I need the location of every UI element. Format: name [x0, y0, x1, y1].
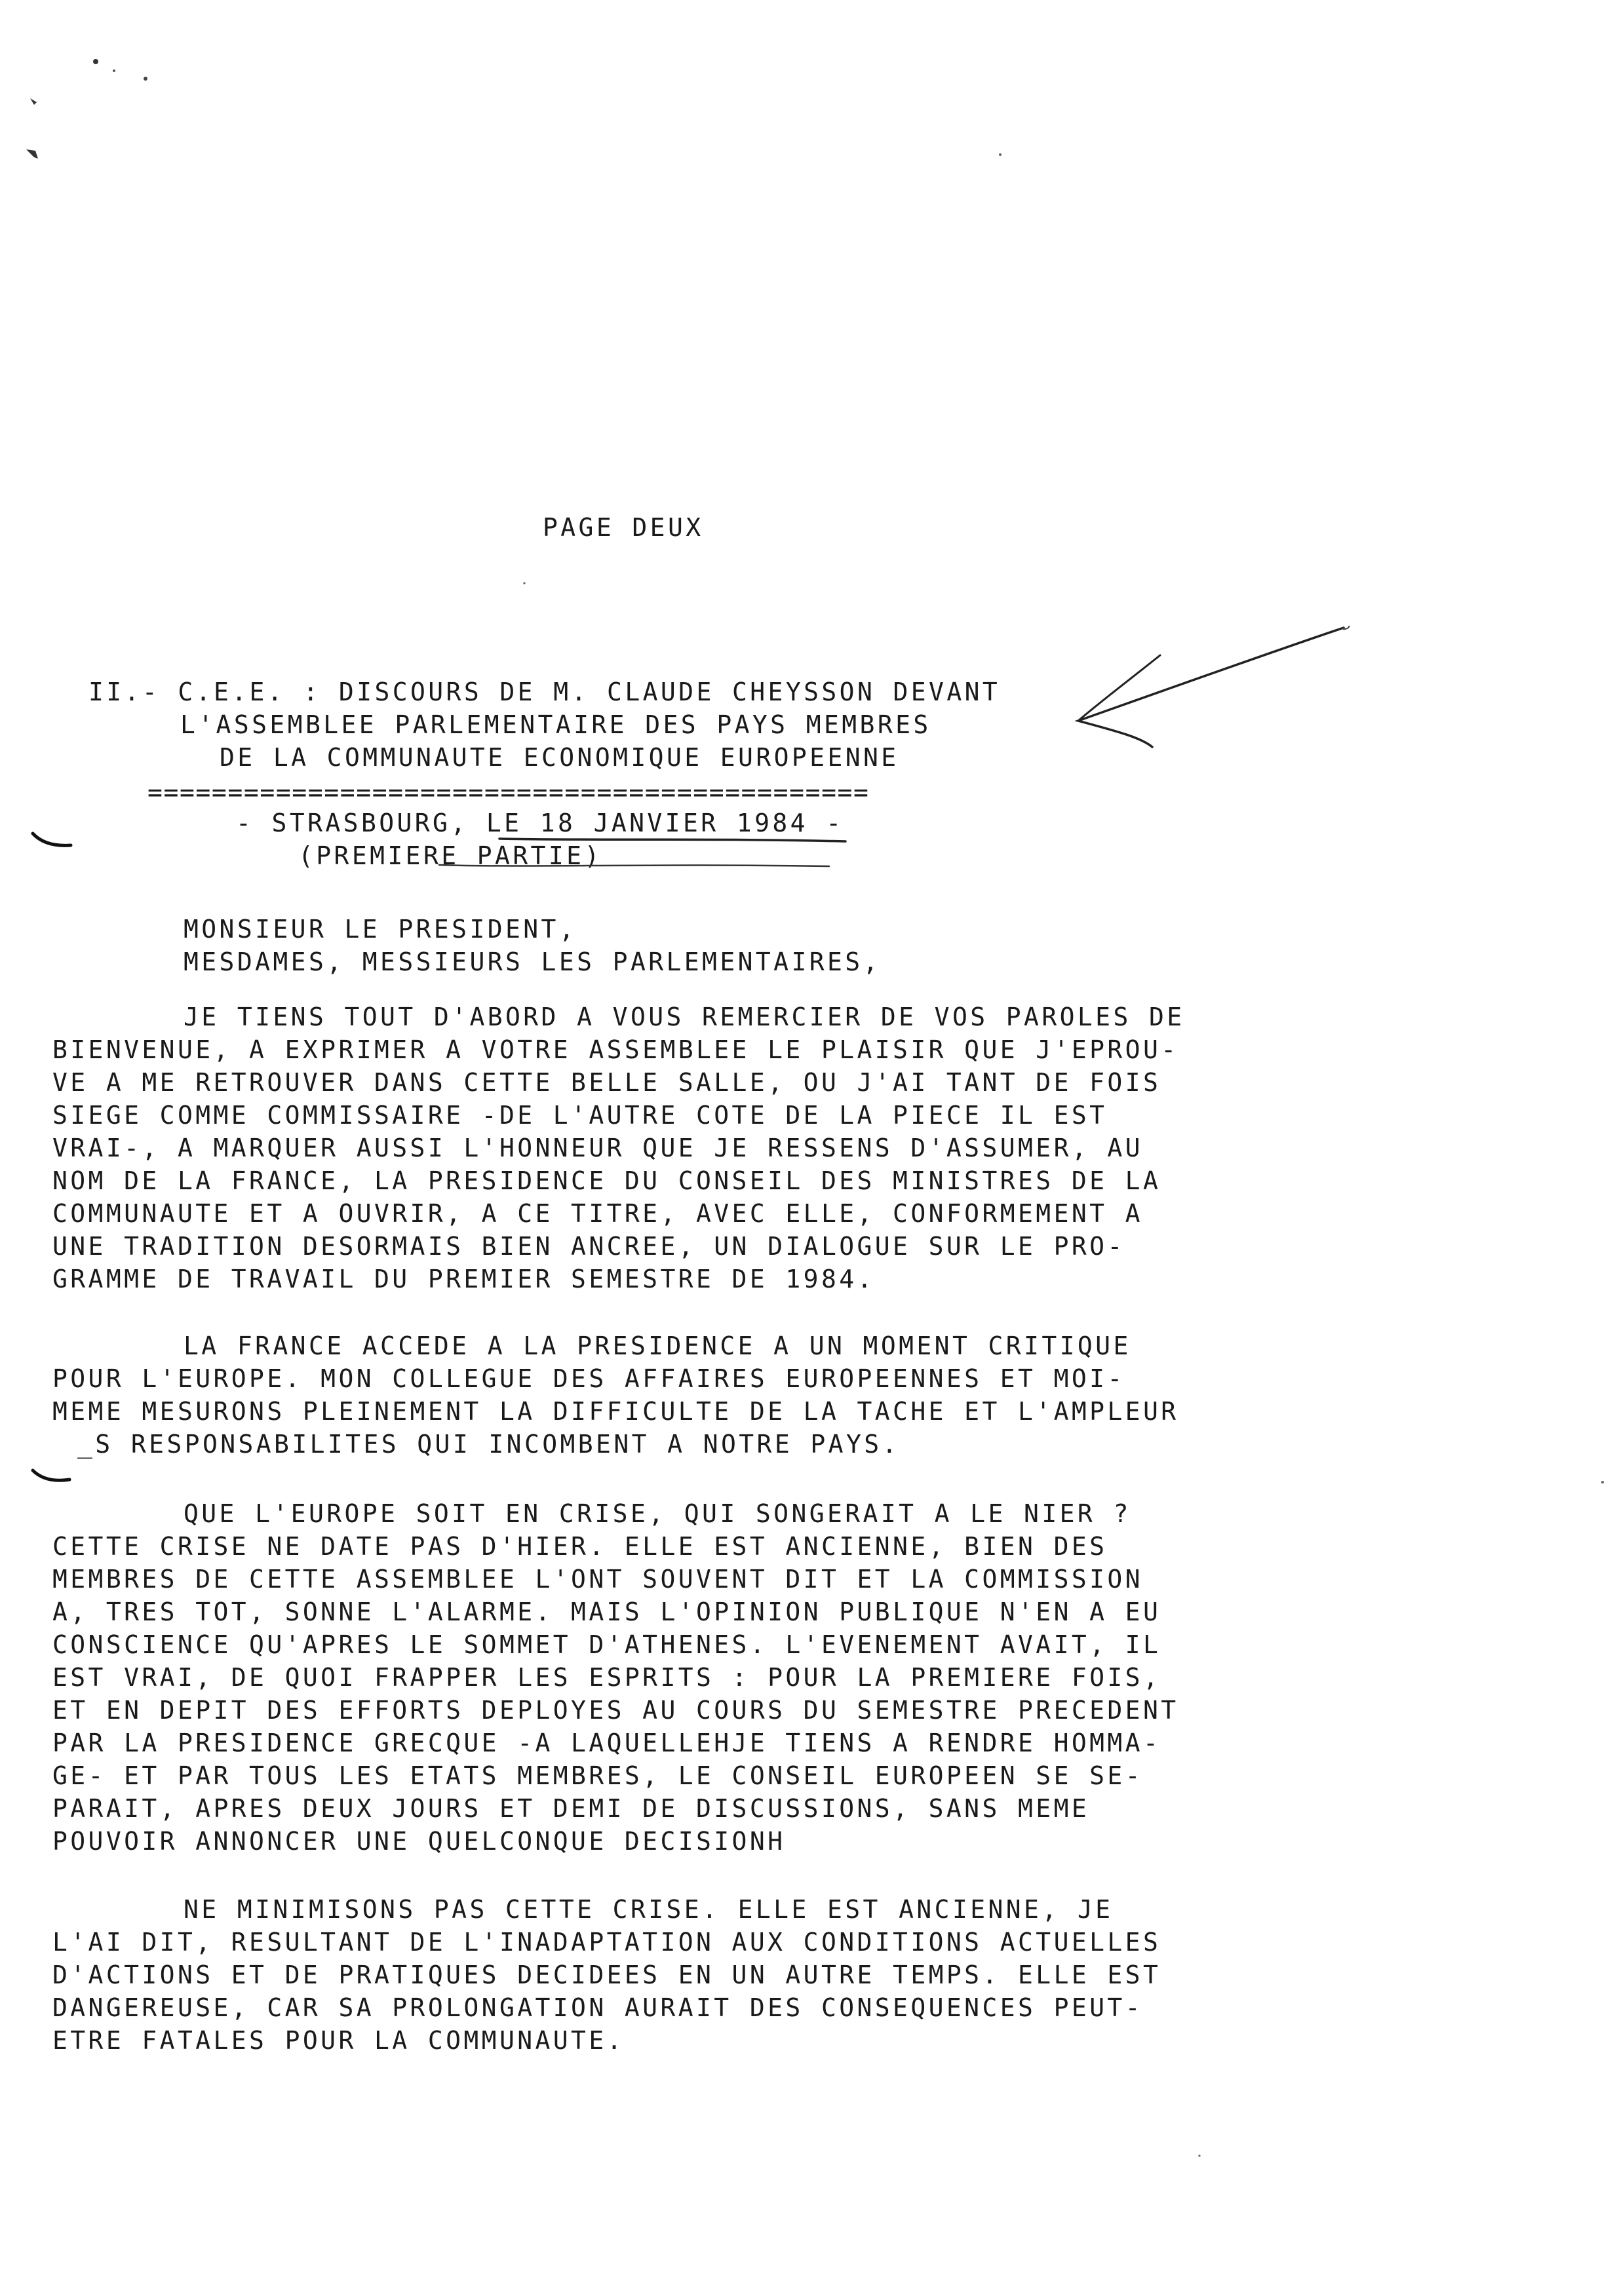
p2-line-1: LA FRANCE ACCEDE A LA PRESIDENCE A UN MOMENT CRITIQUE [184, 1331, 1131, 1360]
p3-line-7: ET EN DEPIT DES EFFORTS DEPLOYES AU COURS DU SEMESTRE PRECEDENT [52, 1696, 1179, 1725]
place-prefix: - STRASBOURG, [236, 809, 486, 837]
heading-line-3: DE LA COMMUNAUTE ECONOMIQUE EUROPEENNE [220, 743, 899, 772]
heading-line-2: L'ASSEMBLEE PARLEMENTAIRE DES PAYS MEMBRES [180, 710, 931, 739]
p2-line-3: MEME MESURONS PLEINEMENT LA DIFFICULTE DE LA TACHE ET L'AMPLEUR [52, 1397, 1179, 1426]
p4-line-2: L'AI DIT, RESULTANT DE L'INADAPTATION AUX CONDITIONS ACTUELLES [52, 1928, 1161, 1957]
p1-line-2: BIENVENUE, A EXPRIMER A VOTRE ASSEMBLEE LE PLAISIR QUE J'EPROU- [52, 1035, 1179, 1064]
p4-line-3: D'ACTIONS ET DE PRATIQUES DECIDEES EN UN AUTRE TEMPS. ELLE EST [52, 1961, 1161, 1989]
p4-line-5: ETRE FATALES POUR LA COMMUNAUTE. [52, 2026, 625, 2055]
p2-line-2: POUR L'EUROPE. MON COLLEGUE DES AFFAIRES EUROPEENNES ET MOI- [52, 1364, 1125, 1393]
heading-place-date [236, 807, 844, 839]
salutation-line-2: MESDAMES, MESSIEURS LES PARLEMENTAIRES, [184, 947, 881, 976]
heading-line-1: II.- C.E.E. : DISCOURS DE M. CLAUDE CHEYSSON DEVANT [88, 678, 1001, 706]
p1-line-9: GRAMME DE TRAVAIL DU PREMIER SEMESTRE DE 1984. [52, 1265, 875, 1293]
p3-line-1: QUE L'EUROPE SOIT EN CRISE, QUI SONGERAIT A LE NIER ? [184, 1499, 1131, 1528]
p2-line-4: _S RESPONSABILITES QUI INCOMBENT A NOTRE PAYS. [77, 1430, 900, 1459]
p1-line-1: JE TIENS TOUT D'ABORD A VOUS REMERCIER DE VOS PAROLES DE [184, 1003, 1185, 1031]
p3-line-11: POUVOIR ANNONCER UNE QUELCONQUE DECISIONH [52, 1827, 786, 1856]
p3-line-4: A, TRES TOT, SONNE L'ALARME. MAIS L'OPINION PUBLIQUE N'EN A EU [52, 1598, 1161, 1626]
heading-part: (PREMIERE PARTIE) [298, 841, 602, 870]
p1-line-5: VRAI-, A MARQUER AUSSI L'HONNEUR QUE JE RESSENS D'ASSUMER, AU [52, 1134, 1143, 1162]
p1-line-3: VE A ME RETROUVER DANS CETTE BELLE SALLE, OU J'AI TANT DE FOIS [52, 1068, 1161, 1097]
margin-bracket-mark-1 [33, 833, 71, 845]
page-label: PAGE DEUX [543, 513, 704, 542]
p3-line-5: CONSCIENCE QU'APRES LE SOMMET D'ATHENES. L'EVENEMENT AVAIT, IL [52, 1630, 1161, 1659]
p3-line-2: CETTE CRISE NE DATE PAS D'HIER. ELLE EST ANCIENNE, BIEN DES [52, 1532, 1108, 1561]
hand-drawn-arrow-icon [1078, 628, 1344, 747]
place-date: LE 18 JANVIER 1984 [486, 809, 808, 837]
p3-line-10: PARAIT, APRES DEUX JOURS ET DEMI DE DISCUSSIONS, SANS MEME [52, 1794, 1090, 1823]
p3-line-3: MEMBRES DE CETTE ASSEMBLEE L'ONT SOUVENT DIT ET LA COMMISSION [52, 1565, 1143, 1594]
salutation-line-1: MONSIEUR LE PRESIDENT, [184, 915, 577, 944]
p1-line-6: NOM DE LA FRANCE, LA PRESIDENCE DU CONSEIL DES MINISTRES DE LA [52, 1166, 1161, 1195]
p1-line-4: SIEGE COMME COMMISSAIRE -DE L'AUTRE COTE DE LA PIECE IL EST [52, 1101, 1108, 1130]
p3-line-9: GE- ET PAR TOUS LES ETATS MEMBRES, LE CONSEIL EUROPEEN SE SE- [52, 1761, 1143, 1790]
p1-line-7: COMMUNAUTE ET A OUVRIR, A CE TITRE, AVEC ELLE, CONFORMEMENT A [52, 1199, 1143, 1228]
margin-bracket-mark-2 [33, 1470, 69, 1480]
p3-line-8: PAR LA PRESIDENCE GRECQUE -A LAQUELLEHJE TIENS A RENDRE HOMMA- [52, 1729, 1161, 1757]
heading-rule: ============================================= [147, 778, 870, 807]
p3-line-6: EST VRAI, DE QUOI FRAPPER LES ESPRITS : POUR LA PREMIERE FOIS, [52, 1663, 1161, 1692]
p4-line-1: NE MINIMISONS PAS CETTE CRISE. ELLE EST ANCIENNE, JE [184, 1895, 1114, 1924]
place-suffix: - [808, 809, 844, 837]
p4-line-4: DANGEREUSE, CAR SA PROLONGATION AURAIT DES CONSEQUENCES PEUT- [52, 1993, 1143, 2022]
p1-line-8: UNE TRADITION DESORMAIS BIEN ANCREE, UN DIALOGUE SUR LE PRO- [52, 1232, 1125, 1261]
